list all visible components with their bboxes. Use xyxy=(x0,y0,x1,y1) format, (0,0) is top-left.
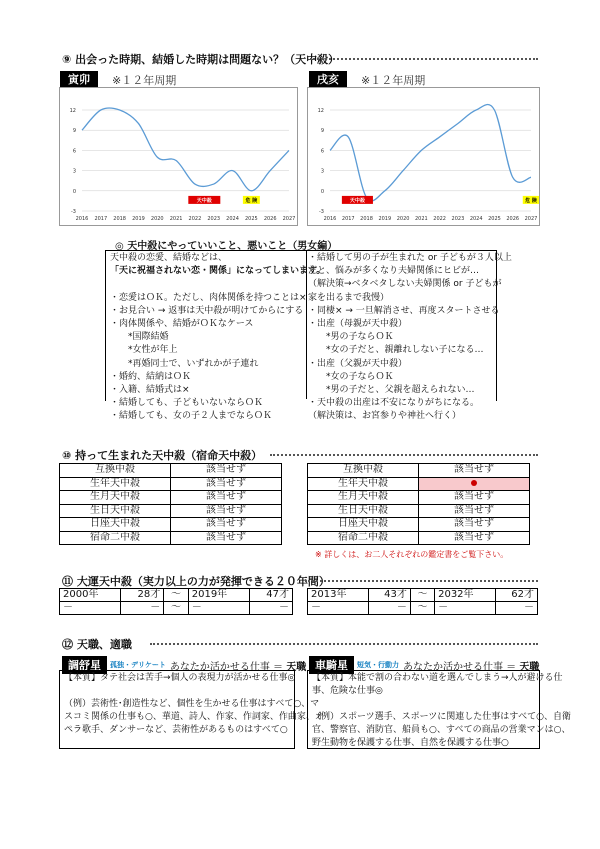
section-11-title: ⑪ 大運天中殺（実力以上の力が発揮できる２０年間） xyxy=(62,575,330,588)
y-tick-label: 3 xyxy=(320,168,324,175)
x-tick-label: 2017 xyxy=(94,216,108,222)
job-text-line xyxy=(312,698,537,711)
list-item: *国際結婚 xyxy=(128,332,169,343)
job-text-line xyxy=(64,685,292,698)
table-cell-value: 該当せず xyxy=(419,491,530,505)
table-cell-name: 宿命二中殺 xyxy=(60,531,171,545)
detail-note: ※ 詳しくは、お二人それぞれの鑑定書をご覧下さい。 xyxy=(315,550,509,559)
left-job-box xyxy=(59,670,324,749)
right-keyword: 短気・行動力 xyxy=(357,661,399,669)
left-star-name: 調舒星 xyxy=(62,656,107,674)
list-item: 天中殺の恋愛、結婚などは、 xyxy=(110,253,228,263)
list-item: （解決策は、お宮参りや神社へ行く） xyxy=(308,411,462,422)
table-row xyxy=(60,518,282,532)
dosdonts-title-text: 天中殺にやっていいこと、悪いこと（男女編） xyxy=(127,241,338,252)
list-item: *女の子ならＯＫ xyxy=(326,371,394,382)
x-tick-label: 2026 xyxy=(506,216,520,222)
table-cell: 2000年 xyxy=(60,589,121,602)
table-row xyxy=(60,491,282,505)
list-item: ・入籍、結婚式は× xyxy=(110,385,190,396)
left-tenchusatsu-table xyxy=(59,463,282,545)
x-tick-label: 2016 xyxy=(323,216,337,222)
section-10-title: ⑩ 持って生まれた天中殺（宿命天中殺） xyxy=(62,449,263,462)
table-cell: － xyxy=(250,602,293,615)
table-cell-value: 該当せず xyxy=(171,531,282,545)
table-row xyxy=(308,518,530,532)
bullet-icon: ◎ xyxy=(115,241,128,252)
table-cell-value: 該当せず xyxy=(171,504,282,518)
table-cell-name: 生年天中殺 xyxy=(60,477,171,491)
y-tick-label: -3 xyxy=(71,209,76,215)
x-tick-label: 2020 xyxy=(396,216,410,222)
table-cell-name: 生月天中殺 xyxy=(308,491,419,505)
period-badge-label: 危 険 xyxy=(525,197,537,204)
list-item: ・恋愛はＯＫ。ただし、肉体関係を持つことは× xyxy=(110,292,307,303)
list-item xyxy=(110,278,302,291)
list-item: だと、悩みが多くなり夫婦関係にヒビが… xyxy=(308,266,480,277)
period-badge-label: 天中殺 xyxy=(196,197,212,204)
list-item: ・結婚して男の子が生まれた or 子どもが３人以上 xyxy=(308,253,512,263)
right-job-box xyxy=(307,670,571,749)
x-tick-label: 2019 xyxy=(378,216,392,222)
list-item: 家を出るまで我慢） xyxy=(308,292,390,303)
list-item: ・結婚しても、女の子２人までならＯＫ xyxy=(110,411,273,422)
x-tick-label: 2021 xyxy=(414,216,428,222)
list-item: ・出産（母親が天中殺） xyxy=(308,319,408,330)
table-cell: － xyxy=(435,602,496,615)
table-cell: 43才 xyxy=(368,589,410,602)
table-cell-name: 生年天中殺 xyxy=(308,477,419,491)
job-text-line: スコミ関係の仕事も○、華道、詩人、作家、作詞家、作曲家、オ xyxy=(64,712,324,722)
table-cell: － xyxy=(308,602,369,615)
x-tick-label: 2027 xyxy=(524,216,538,222)
left-job-heading-bold: 天職 xyxy=(286,661,307,673)
table-cell-name: 宿命二中殺 xyxy=(308,531,419,545)
x-tick-label: 2025 xyxy=(244,216,258,222)
list-item: ・同棲× → 一旦解消させ、再度スタートさせる xyxy=(308,305,500,316)
job-text-line: 【本質】タテ社会は苦手→個人の表現力が活かせる仕事◎ xyxy=(64,673,296,683)
left-keyword: 孤独・デリケート xyxy=(110,661,166,669)
y-tick-label: 12 xyxy=(317,108,324,114)
left-taiun-table xyxy=(59,588,293,615)
list-item: ・出産（父親が天中殺） xyxy=(308,358,408,369)
x-tick-label: 2025 xyxy=(488,216,501,222)
section-divider xyxy=(270,454,538,456)
period-badge-label: 天中殺 xyxy=(349,197,365,204)
y-tick-label: -3 xyxy=(319,209,324,215)
x-tick-label: 2023 xyxy=(207,216,221,222)
table-row xyxy=(60,477,282,491)
table-cell: 〜 xyxy=(410,602,434,615)
y-tick-label: 9 xyxy=(320,128,324,135)
section-divider xyxy=(305,580,538,582)
table-row xyxy=(308,464,530,478)
dosdonts-box xyxy=(105,250,512,422)
table-cell: 2032年 xyxy=(435,589,496,602)
job-text-line: （例）芸術性･創造性など、個性を生かせる仕事はすべて○、マ xyxy=(64,699,320,709)
table-row xyxy=(308,531,530,545)
right-star-name: 車騎星 xyxy=(309,656,354,674)
right-chart-tag: 戌亥 xyxy=(309,71,347,88)
list-item: *再婚同士で、いずれかが子連れ xyxy=(128,358,259,369)
left-job-heading: あなたか活かせる仕事 ＝ xyxy=(169,661,287,673)
right-chart xyxy=(307,87,540,226)
x-tick-label: 2026 xyxy=(263,216,277,222)
dosdonts-right-column xyxy=(304,251,512,425)
table-cell: － xyxy=(60,602,121,615)
left-chart xyxy=(59,87,298,226)
dosdonts-left-column xyxy=(106,251,326,422)
x-tick-label: 2022 xyxy=(188,216,202,222)
y-tick-label: 3 xyxy=(72,168,76,175)
list-item: ・肉体関係や、結婚がＯＫなケース xyxy=(110,319,254,330)
table-cell: － xyxy=(368,602,410,615)
section-divider xyxy=(150,643,538,645)
table-row xyxy=(308,491,530,505)
section-12-title: ⑫ 天職、適職 xyxy=(62,638,132,651)
table-cell-name: 日座天中殺 xyxy=(308,518,419,532)
table-cell-name: 生月天中殺 xyxy=(60,491,171,505)
table-row xyxy=(60,464,282,478)
table-cell-name: 互換中殺 xyxy=(308,464,419,478)
section-9-title: ⑨ 出会った時期、結婚した時期は問題ない？（天中殺） xyxy=(62,53,340,66)
list-item: ・婚約、結納はＯＫ xyxy=(110,371,192,382)
series-line xyxy=(330,104,531,200)
table-cell-name: 生日天中殺 xyxy=(308,504,419,518)
table-cell: 62才 xyxy=(495,589,537,602)
left-job-text xyxy=(64,672,324,737)
table-cell-value: 該当せず xyxy=(419,531,530,545)
x-tick-label: 2024 xyxy=(226,216,239,222)
table-row xyxy=(308,589,538,602)
table-cell-value xyxy=(419,477,530,491)
table-cell: － xyxy=(188,602,249,615)
right-taiun-table xyxy=(307,588,538,615)
table-row xyxy=(308,477,530,491)
x-tick-label: 2023 xyxy=(451,216,465,222)
list-item: *女の子だと、親離れしない子になる… xyxy=(326,345,484,356)
x-tick-label: 2024 xyxy=(469,216,483,222)
table-cell: 〜 xyxy=(164,602,189,615)
table-cell: 〜 xyxy=(410,589,434,602)
list-item: ・天中殺の出産は不安になりがちになる。 xyxy=(308,398,480,409)
x-tick-label: 2017 xyxy=(341,216,355,222)
x-tick-label: 2019 xyxy=(132,216,145,222)
job-text-line: （例）スポーツ選手、スポーツに関連した仕事はすべて○、自衛 xyxy=(312,712,571,722)
table-cell-value: 該当せず xyxy=(171,491,282,505)
right-tenchusatsu-table xyxy=(307,463,530,545)
x-tick-label: 2016 xyxy=(75,216,89,222)
table-cell: 47才 xyxy=(250,589,293,602)
table-cell-name: 生日天中殺 xyxy=(60,504,171,518)
table-cell-value: 該当せず xyxy=(419,518,530,532)
list-item: *男の子だと、父親を超えられない… xyxy=(326,385,475,396)
x-tick-label: 2027 xyxy=(282,216,296,222)
table-cell: 28才 xyxy=(121,589,164,602)
list-item: *女性が年上 xyxy=(128,345,178,356)
x-tick-label: 2018 xyxy=(360,216,373,222)
table-cell-value: 該当せず xyxy=(171,464,282,478)
table-row xyxy=(308,504,530,518)
table-cell-name: 日座天中殺 xyxy=(60,518,171,532)
x-tick-label: 2020 xyxy=(150,216,164,222)
job-text-line: 野生動物を保護する仕事、自然を保護する仕事○ xyxy=(312,738,509,748)
period-badge-label: 危 険 xyxy=(245,197,258,204)
right-job-heading-bold: 天職 xyxy=(519,661,540,673)
list-item: （解決策→ベタベタしない夫婦関係 or 子どもが xyxy=(308,279,502,290)
list-item: 「天に祝福されない恋・関係」になってしまいます。 xyxy=(110,266,326,277)
table-row xyxy=(60,504,282,518)
left-chart-tag: 寅卯 xyxy=(60,71,98,88)
table-cell-name: 互換中殺 xyxy=(60,464,171,478)
x-tick-label: 2022 xyxy=(433,216,447,222)
section-divider xyxy=(310,58,538,60)
table-row xyxy=(60,589,293,602)
job-text-line: 【本質】本能で割の合わない道を選んでしまう→人が避ける仕 xyxy=(312,673,563,683)
list-item: ・結婚しても、子どもいないならＯＫ xyxy=(110,398,264,409)
table-cell: － xyxy=(121,602,164,615)
table-cell-value: 該当せず xyxy=(171,518,282,532)
table-cell-value: 該当せず xyxy=(171,477,282,491)
y-tick-label: 0 xyxy=(72,188,76,195)
table-row xyxy=(60,531,282,545)
table-cell: 2013年 xyxy=(308,589,369,602)
job-text-line: ペラ歌手、ダンサーなど、芸術性があるものはすべて○ xyxy=(64,725,288,735)
series-line xyxy=(82,108,289,191)
y-tick-label: 9 xyxy=(72,128,76,135)
right-job-heading: あなたか活かせる仕事 ＝ xyxy=(403,661,520,673)
table-cell: 2019年 xyxy=(188,589,249,602)
table-cell: 〜 xyxy=(164,589,189,602)
list-item: ・お見合い → 返事は天中殺が明けてからにする xyxy=(110,305,304,316)
y-tick-label: 6 xyxy=(72,148,76,155)
right-period-note: ※１２年周期 xyxy=(361,74,426,87)
y-tick-label: 0 xyxy=(320,188,324,195)
job-text-line: 官、警察官、消防官、船員も○、すべての商品の営業マンは○、 xyxy=(312,725,571,735)
marker-dot-icon xyxy=(471,480,477,486)
x-tick-label: 2018 xyxy=(113,216,127,222)
table-row xyxy=(308,602,538,615)
job-text-line: 事、危険な仕事◎ xyxy=(312,686,383,696)
table-cell-value: 該当せず xyxy=(419,464,530,478)
x-tick-label: 2021 xyxy=(169,216,183,222)
table-row xyxy=(60,602,293,615)
left-period-note: ※１２年周期 xyxy=(112,74,177,87)
table-cell-value: 該当せず xyxy=(419,504,530,518)
table-cell: － xyxy=(495,602,537,615)
y-tick-label: 6 xyxy=(320,148,324,155)
right-job-text xyxy=(312,672,571,750)
y-tick-label: 12 xyxy=(69,108,76,114)
list-item: *男の子ならＯＫ xyxy=(326,332,394,343)
